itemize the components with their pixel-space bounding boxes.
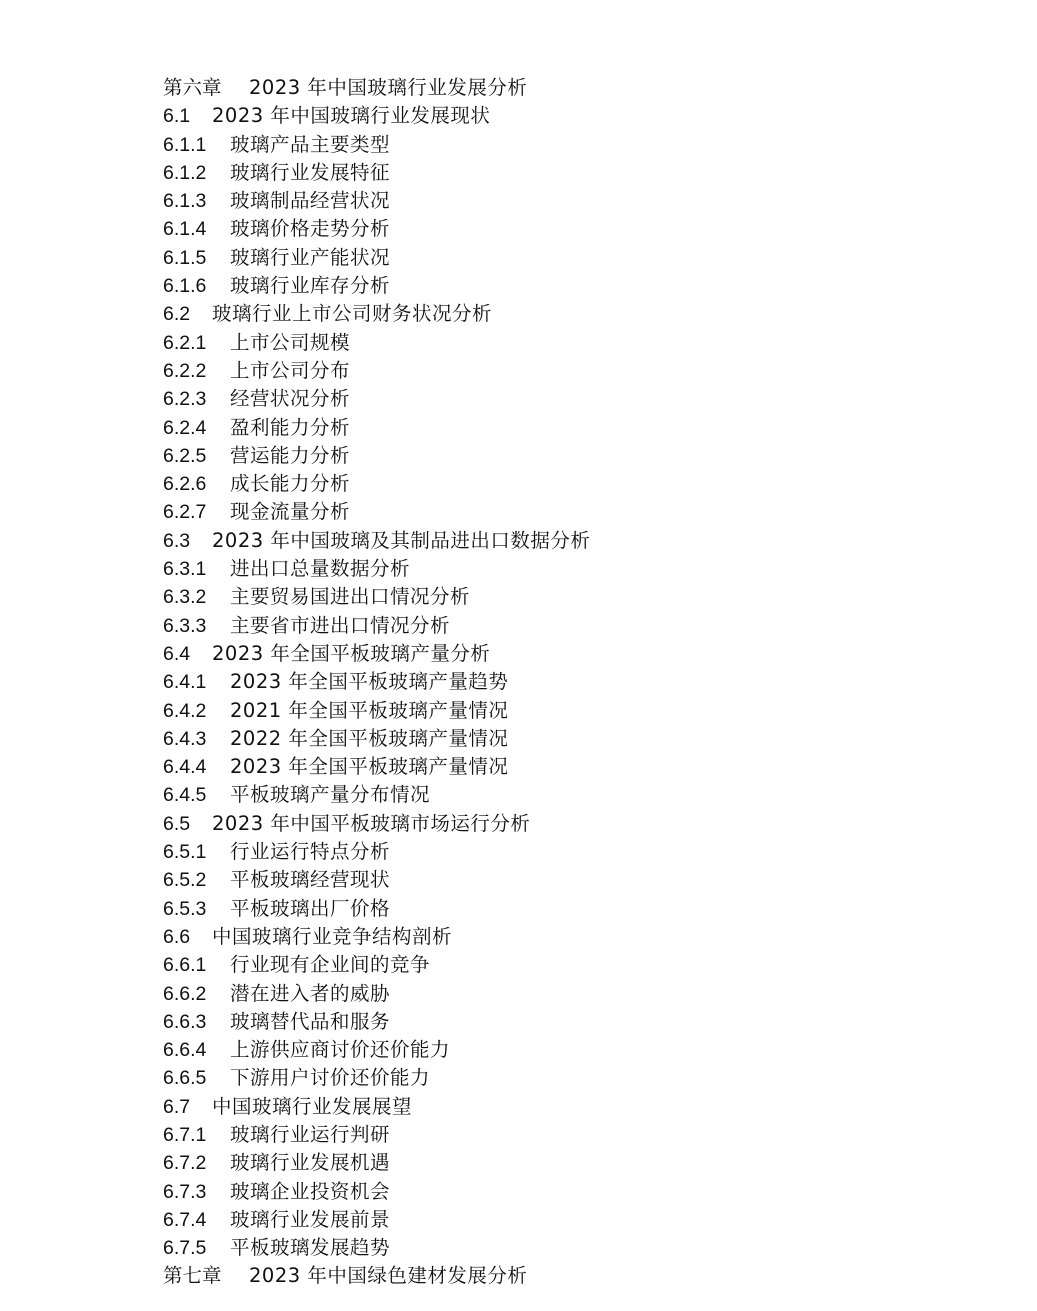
toc-entry-number: 6.6.5 bbox=[163, 1067, 207, 1090]
toc-entry-title: 2023 年中国平板玻璃市场运行分析 bbox=[212, 811, 531, 835]
toc-entry-title: 2023 年全国平板玻璃产量趋势 bbox=[230, 670, 509, 694]
toc-entry-title: 玻璃行业库存分析 bbox=[230, 274, 391, 298]
toc-subsection-heading bbox=[163, 1036, 590, 1064]
toc-entry-number: 6.6.1 bbox=[163, 954, 207, 977]
toc-entry-number: 6.5.1 bbox=[163, 841, 207, 864]
toc-entry-title: 玻璃制品经营状况 bbox=[230, 189, 391, 213]
toc-entry-number: 6.4.1 bbox=[163, 671, 207, 694]
toc-subsection-heading bbox=[163, 1206, 590, 1234]
toc-entry-title: 进出口总量数据分析 bbox=[230, 557, 411, 581]
toc-subsection-heading bbox=[163, 838, 590, 866]
toc-entry-number: 6.3.3 bbox=[163, 614, 207, 637]
toc-entry-title: 玻璃行业产能状况 bbox=[230, 245, 391, 269]
toc-subsection-heading bbox=[163, 583, 590, 611]
toc-entry-number: 6.1.3 bbox=[163, 190, 207, 213]
toc-entry-title: 主要贸易国进出口情况分析 bbox=[230, 585, 471, 609]
toc-entry-title: 玻璃行业运行判研 bbox=[230, 1122, 391, 1146]
toc-entry-title: 2023 年全国平板玻璃产量情况 bbox=[230, 755, 509, 779]
toc-entry-number: 6.5 bbox=[163, 812, 191, 835]
toc-subsection-heading bbox=[163, 1234, 590, 1262]
toc-entry-title: 平板玻璃产量分布情况 bbox=[230, 783, 431, 807]
toc-entry-title: 玻璃价格走势分析 bbox=[230, 217, 391, 241]
toc-entry-title: 玻璃产品主要类型 bbox=[230, 132, 391, 156]
toc-entry-number: 6.6 bbox=[163, 925, 191, 948]
toc-subsection-heading bbox=[163, 187, 590, 215]
toc-entry-title: 上游供应商讨价还价能力 bbox=[230, 1038, 451, 1062]
toc-entry-number: 6.1.2 bbox=[163, 161, 207, 184]
toc-subsection-heading bbox=[163, 215, 590, 243]
toc-entry-title: 2022 年全国平板玻璃产量情况 bbox=[230, 726, 509, 750]
toc-entry-number: 6.3.1 bbox=[163, 558, 207, 581]
toc-section-heading bbox=[163, 923, 590, 951]
toc-subsection-heading bbox=[163, 1064, 590, 1092]
toc-subsection-heading bbox=[163, 668, 590, 696]
toc-entry-number: 6.1.6 bbox=[163, 275, 207, 298]
toc-entry-number: 6.2.6 bbox=[163, 473, 207, 496]
toc-subsection-heading bbox=[163, 781, 590, 809]
toc-entry-title: 2023 年中国玻璃及其制品进出口数据分析 bbox=[212, 528, 591, 552]
toc-entry-number: 6.5.2 bbox=[163, 869, 207, 892]
toc-entry-title: 盈利能力分析 bbox=[230, 415, 351, 439]
toc-entry-number: 第七章 bbox=[163, 1265, 222, 1288]
toc-subsection-heading bbox=[163, 131, 590, 159]
toc-subsection-heading bbox=[163, 866, 590, 894]
toc-entry-title: 主要省市进出口情况分析 bbox=[230, 613, 451, 637]
toc-entry-number: 6.2.7 bbox=[163, 501, 207, 524]
toc-entry-number: 6.4 bbox=[163, 642, 191, 665]
toc-subsection-heading bbox=[163, 951, 590, 979]
toc-subsection-heading bbox=[163, 1008, 590, 1036]
toc-entry-title: 营运能力分析 bbox=[230, 443, 351, 467]
toc-subsection-heading bbox=[163, 895, 590, 923]
toc-subsection-heading bbox=[163, 414, 590, 442]
toc-subsection-heading bbox=[163, 753, 590, 781]
toc-subsection-heading bbox=[163, 329, 590, 357]
toc-entry-number: 6.3.2 bbox=[163, 586, 207, 609]
toc-entry-title: 行业运行特点分析 bbox=[230, 840, 391, 864]
toc-section-heading bbox=[163, 1093, 590, 1121]
toc-entry-title: 中国玻璃行业竞争结构剖析 bbox=[212, 924, 453, 948]
toc-entry-title: 2023 年中国绿色建材发展分析 bbox=[249, 1264, 528, 1288]
toc-entry-number: 6.7.5 bbox=[163, 1237, 207, 1260]
toc-entry-title: 玻璃行业上市公司财务状况分析 bbox=[212, 302, 493, 326]
toc-subsection-heading bbox=[163, 725, 590, 753]
toc-entry-title: 玻璃企业投资机会 bbox=[230, 1179, 391, 1203]
toc-subsection-heading bbox=[163, 159, 590, 187]
toc-entry-title: 2021 年全国平板玻璃产量情况 bbox=[230, 698, 509, 722]
toc-entry-number: 6.6.2 bbox=[163, 982, 207, 1005]
toc-entry-number: 6.7.2 bbox=[163, 1152, 207, 1175]
toc-entry-title: 平板玻璃发展趋势 bbox=[230, 1236, 391, 1260]
toc-entry-number: 6.2.3 bbox=[163, 388, 207, 411]
toc-subsection-heading bbox=[163, 498, 590, 526]
toc-entry-number: 6.4.2 bbox=[163, 699, 207, 722]
toc-entry-number: 6.6.3 bbox=[163, 1010, 207, 1033]
toc-entry-title: 上市公司规模 bbox=[230, 330, 351, 354]
toc-entry-title: 玻璃行业发展特征 bbox=[230, 160, 391, 184]
toc-entry-number: 6.7.3 bbox=[163, 1180, 207, 1203]
toc-entry-number: 6.1 bbox=[163, 105, 191, 128]
toc-entry-title: 中国玻璃行业发展展望 bbox=[212, 1094, 413, 1118]
toc-subsection-heading bbox=[163, 555, 590, 583]
toc-entry-title: 下游用户讨价还价能力 bbox=[230, 1066, 431, 1090]
toc-entry-number: 6.4.3 bbox=[163, 727, 207, 750]
toc-section-heading bbox=[163, 527, 590, 555]
toc-chapter-heading bbox=[163, 74, 590, 102]
toc-entry-number: 6.2.5 bbox=[163, 444, 207, 467]
toc-entry-title: 2023 年中国玻璃行业发展现状 bbox=[212, 104, 491, 128]
toc-entry-title: 玻璃替代品和服务 bbox=[230, 1009, 391, 1033]
toc-subsection-heading bbox=[163, 470, 590, 498]
toc-subsection-heading bbox=[163, 980, 590, 1008]
toc-entry-number: 6.2.4 bbox=[163, 416, 207, 439]
toc-subsection-heading bbox=[163, 697, 590, 725]
toc-section-heading bbox=[163, 102, 590, 130]
toc-entry-title: 成长能力分析 bbox=[230, 472, 351, 496]
toc-subsection-heading bbox=[163, 1149, 590, 1177]
toc-subsection-heading bbox=[163, 244, 590, 272]
toc-entry-number: 6.3 bbox=[163, 529, 191, 552]
toc-entry-title: 2023 年中国玻璃行业发展分析 bbox=[249, 76, 528, 99]
toc-entry-title: 上市公司分布 bbox=[230, 358, 351, 382]
toc-entry-number: 6.6.4 bbox=[163, 1039, 207, 1062]
toc-entry-number: 6.2 bbox=[163, 303, 191, 326]
toc-entry-number: 6.1.1 bbox=[163, 133, 207, 156]
toc-entry-number: 6.2.2 bbox=[163, 359, 207, 382]
toc-subsection-heading bbox=[163, 1121, 590, 1149]
toc-entry-number: 6.7 bbox=[163, 1095, 191, 1118]
toc-entry-title: 行业现有企业间的竞争 bbox=[230, 953, 431, 977]
toc-entry-title: 平板玻璃经营现状 bbox=[230, 868, 391, 892]
toc-entry-number: 第六章 bbox=[163, 77, 222, 99]
toc-subsection-heading bbox=[163, 442, 590, 470]
toc-entry-title: 2023 年全国平板玻璃产量分析 bbox=[212, 641, 491, 665]
toc-subsection-heading bbox=[163, 1178, 590, 1206]
toc-entry-title: 玻璃行业发展机遇 bbox=[230, 1151, 391, 1175]
toc-entry-title: 平板玻璃出厂价格 bbox=[230, 896, 391, 920]
toc-entry-number: 6.5.3 bbox=[163, 897, 207, 920]
toc-subsection-heading bbox=[163, 612, 590, 640]
toc-subsection-heading bbox=[163, 272, 590, 300]
toc-entry-title: 现金流量分析 bbox=[230, 500, 351, 524]
toc-entry-title: 潜在进入者的威胁 bbox=[230, 981, 391, 1005]
toc-entry-number: 6.7.4 bbox=[163, 1208, 207, 1231]
toc-entry-number: 6.2.1 bbox=[163, 331, 207, 354]
toc-chapter-heading bbox=[163, 1262, 590, 1290]
toc-section-heading bbox=[163, 640, 590, 668]
toc-entry-number: 6.1.5 bbox=[163, 246, 207, 269]
toc-entry-title: 玻璃行业发展前景 bbox=[230, 1207, 391, 1231]
toc-subsection-heading bbox=[163, 385, 590, 413]
toc-section-heading bbox=[163, 810, 590, 838]
toc-entry-title: 经营状况分析 bbox=[230, 387, 351, 411]
toc-section-heading bbox=[163, 300, 590, 328]
toc-entry-number: 6.1.4 bbox=[163, 218, 207, 241]
toc-entry-number: 6.7.1 bbox=[163, 1123, 207, 1146]
toc-entry-number: 6.4.5 bbox=[163, 784, 207, 807]
toc-subsection-heading bbox=[163, 357, 590, 385]
toc-entry-number: 6.4.4 bbox=[163, 756, 207, 779]
table-of-contents bbox=[163, 74, 590, 1291]
